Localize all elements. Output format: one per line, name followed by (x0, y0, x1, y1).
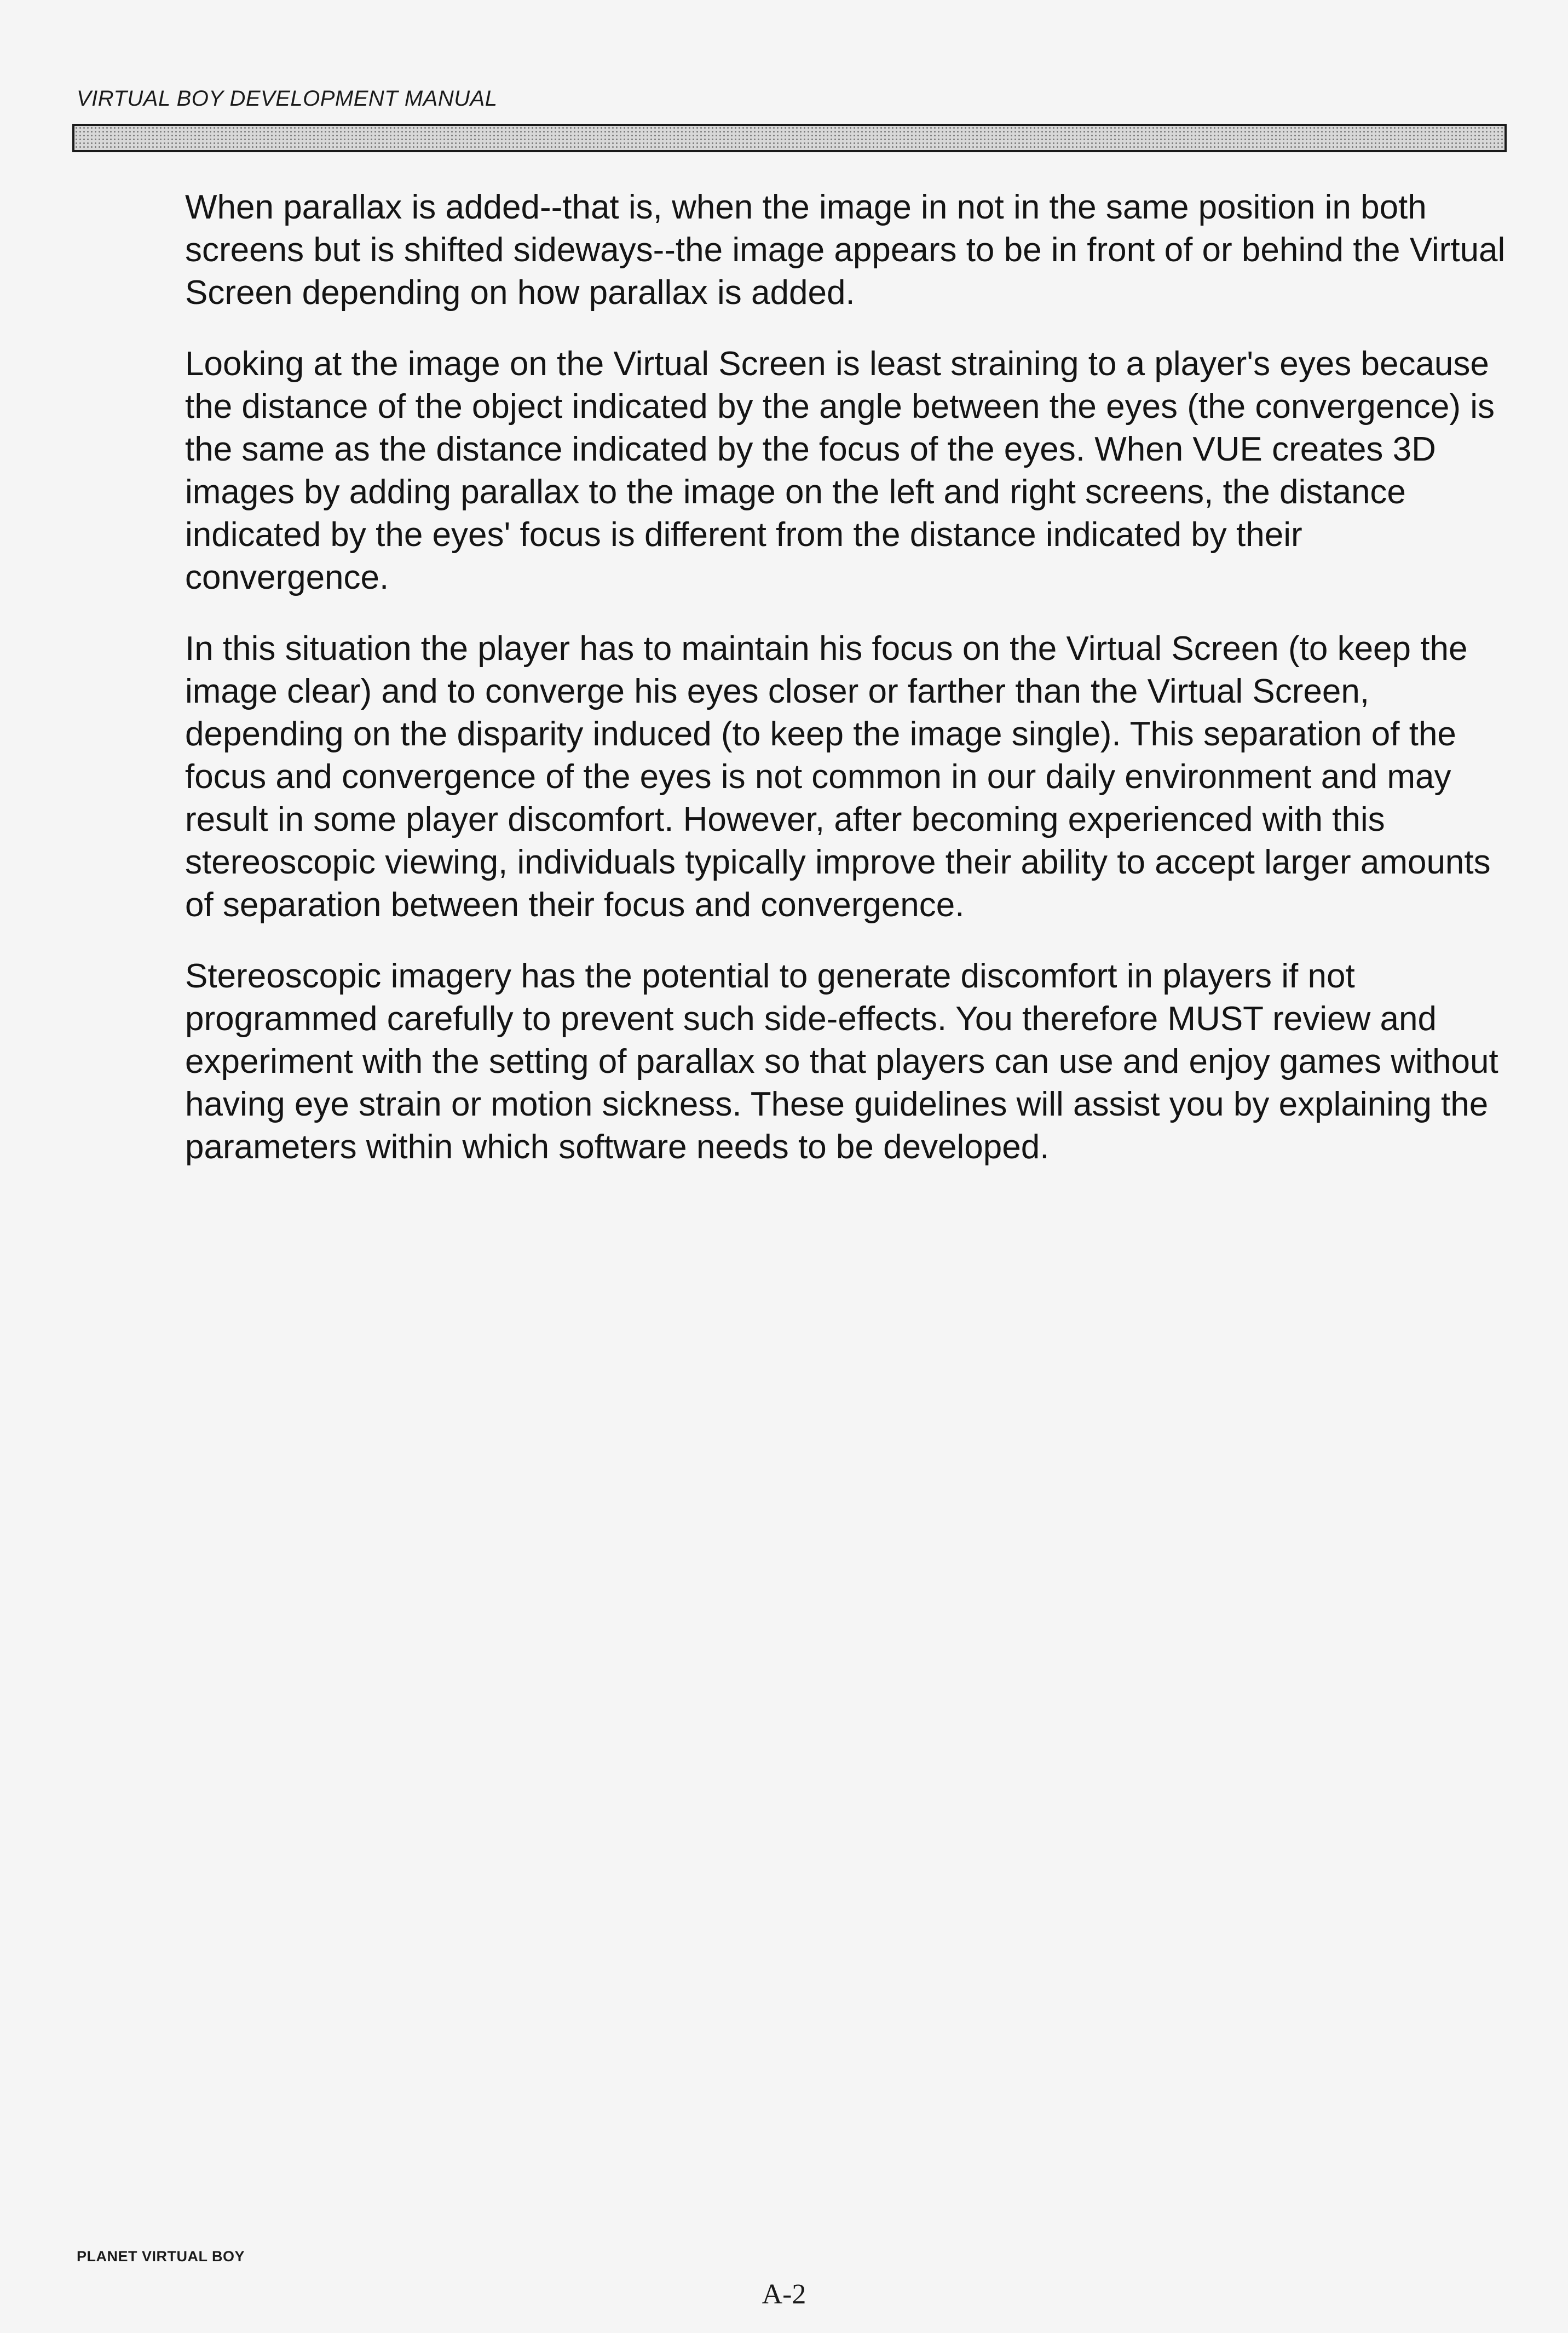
page-body (185, 186, 1510, 1197)
paragraph-1: When parallax is added--that is, when the image in not in the same position in both screens but is shifted sideways--the image appears to be in front of or behind the Virtual Screen depending on how parallax is added. (185, 188, 1506, 312)
paragraph-3: In this situation the player has to maintain his focus on the Virtual Screen (to keep the image clear) and to converge his eyes closer or farther than the Virtual Screen, depending on the disparity induced (to keep the image single). This separation of the focus and convergence of the eyes is not common in our daily environment and may result in some player discomfort. However, after becoming experienced with this stereoscopic viewing, individuals typically improve their ability to accept larger amounts of separation between their focus and convergence. (185, 630, 1491, 924)
paragraph-2: Looking at the image on the Virtual Screen is least straining to a player's eyes because the distance of the object indicated by the angle between the eyes (the convergence) is the same as the distance indicated by the focus of the eyes. When VUE creates 3D images by adding parallax to the image on the left and right screens, the distance indicated by the eyes' focus is different from the distance indicated by their convergence. (185, 345, 1495, 596)
footer-label: PLANET VIRTUAL BOY (77, 2248, 245, 2265)
running-head: VIRTUAL BOY DEVELOPMENT MANUAL (77, 87, 498, 111)
paragraph-4: Stereoscopic imagery has the potential to generate discomfort in players if not programmed carefully to prevent such side-effects. You therefore MUST review and experiment with the setting of parallax so that players can use and enjoy games without having eye strain or motion sickness. These guidelines will assist you by explaining the parameters within which software needs to be developed. (185, 957, 1498, 1166)
header-rule-bar (72, 124, 1507, 152)
page-number: A-2 (762, 2279, 806, 2310)
